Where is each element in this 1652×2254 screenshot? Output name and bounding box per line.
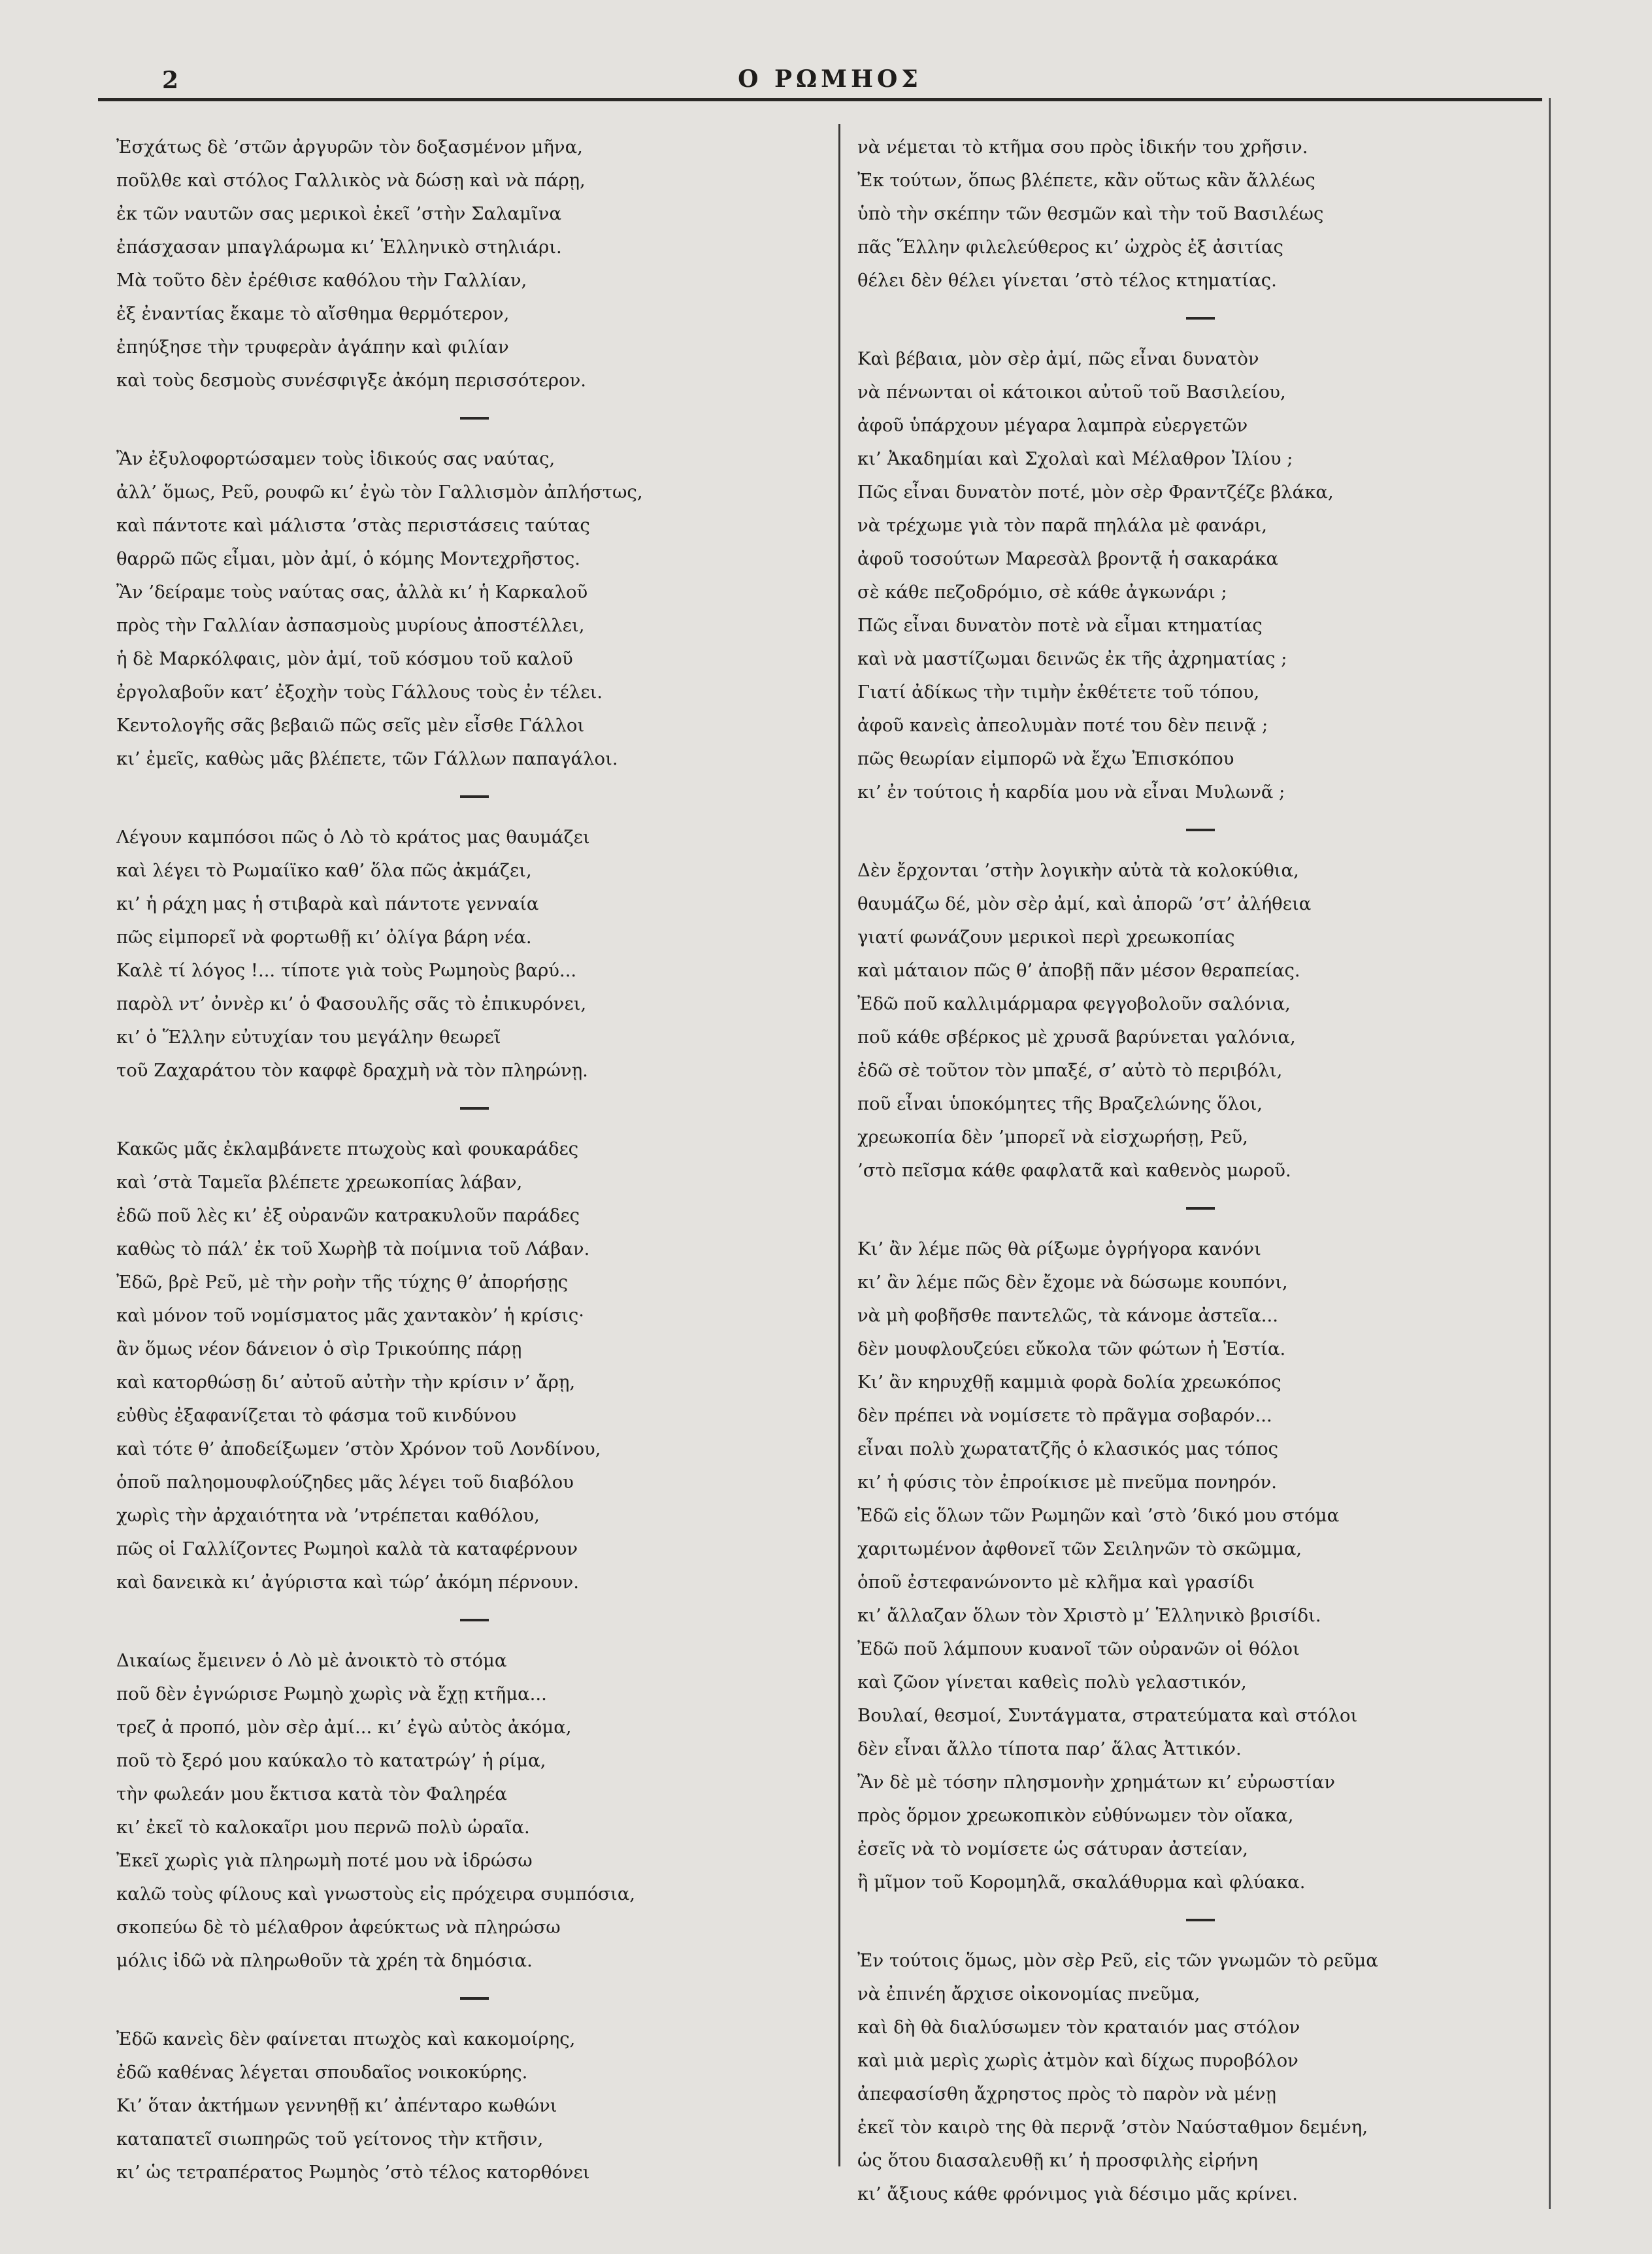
verse-line: θέλει δὲν θέλει γίνεται ’στὸ τέλος κτηματίας. bbox=[857, 270, 1277, 291]
verse-line: ποῦ εἶναι ὑποκόμητες τῆς Βραζελώνης ὅλοι, bbox=[857, 1093, 1263, 1114]
verse-line: Ἐσχάτως δὲ ’στῶν ἀργυρῶν τὸν δοξασμένον μῆνα, bbox=[116, 137, 583, 157]
verse-line: χαριτωμένον ἀφθονεῖ τῶν Σειληνῶν τὸ σκῶμμα, bbox=[857, 1538, 1302, 1559]
verse-line: Ἐκ τούτων, ὅπως βλέπετε, κἂν οὕτως κἂν ἄλλέως bbox=[857, 170, 1315, 191]
page-header bbox=[98, 60, 1562, 99]
verse-line: ἐκεῖ τὸν καιρὸ της θὰ περνᾷ ’στὸν Ναύσταθμον δεμένη, bbox=[857, 2117, 1368, 2138]
stanza-separator bbox=[460, 1997, 489, 2000]
page-number: 2 bbox=[162, 67, 179, 94]
verse-line: πῶς θεωρίαν εἰμπορῶ νὰ ἔχω Ἐπισκόπου bbox=[857, 748, 1234, 769]
stanza-separator bbox=[1186, 1207, 1215, 1210]
masthead: Ο ΡΩΜΗΟΣ bbox=[738, 65, 922, 93]
verse-line: καθὼς τὸ πάλ’ ἐκ τοῦ Χωρὴβ τὰ ποίμνια τοῦ Λάβαν. bbox=[116, 1238, 590, 1259]
verse-line: πρὸς τὴν Γαλλίαν ἀσπασμοὺς μυρίους ἀποστέλλει, bbox=[116, 615, 585, 636]
verse-line: Κι’ ὅταν ἀκτήμων γεννηθῇ κι’ ἀπένταρο κωθώνι bbox=[116, 2095, 557, 2116]
stanza bbox=[857, 1233, 1544, 1899]
verse-line: κι’ ὁ Ἕλλην εὐτυχίαν του μεγάλην θεωρεῖ bbox=[116, 1027, 501, 1048]
verse-line: καὶ πάντοτε καὶ μάλιστα ’στὰς περιστάσεις ταύτας bbox=[116, 515, 590, 536]
stanza bbox=[116, 1644, 832, 1978]
verse-line: καὶ τοὺς δεσμοὺς συνέσφιγξε ἀκόμη περισσότερον. bbox=[116, 370, 587, 391]
stanza-separator bbox=[460, 1619, 489, 1621]
stanza-separator bbox=[1186, 317, 1215, 320]
verse-line: Λέγουν καμπόσοι πῶς ὁ Λὸ τὸ κράτος μας θαυμάζει bbox=[116, 827, 590, 848]
stanza bbox=[116, 2023, 832, 2189]
verse-line: Ἂν δὲ μὲ τόσην πλησμονὴν χρημάτων κι’ εὐρωστίαν bbox=[857, 1772, 1335, 1793]
verse-line: κι’ ἐκεῖ τὸ καλοκαῖρι μου περνῶ πολὺ ὡραῖα. bbox=[116, 1817, 530, 1838]
verse-line: κι’ Ἀκαδημίαι καὶ Σχολαὶ καὶ Μέλαθρον Ἰλίου ; bbox=[857, 448, 1293, 469]
stanza bbox=[116, 1133, 832, 1599]
verse-line: Πῶς εἶναι δυνατὸν ποτέ, μὸν σὲρ Φραντζέζε βλάκα, bbox=[857, 482, 1334, 503]
verse-line: ἐσεῖς νὰ τὸ νομίσετε ὡς σάτυραν ἀστείαν, bbox=[857, 1838, 1249, 1859]
verse-line: δὲν εἶναι ἄλλο τίποτα παρ’ ἅλας Ἀττικόν. bbox=[857, 1738, 1242, 1759]
verse-line: ἐπάσχασαν μπαγλάρωμα κι’ Ἑλληνικὸ στηλιάρι. bbox=[116, 237, 562, 257]
stanza-separator bbox=[1186, 829, 1215, 831]
verse-line: Βουλαί, θεσμοί, Συντάγματα, στρατεύματα καὶ στόλοι bbox=[857, 1705, 1358, 1726]
verse-line: ’στὸ πεῖσμα κάθε φαφλατᾶ καὶ καθενὸς μωροῦ. bbox=[857, 1160, 1291, 1181]
verse-line: νὰ μὴ φοβῆσθε παντελῶς, τὰ κάνομε ἀστεῖα... bbox=[857, 1305, 1278, 1326]
verse-line: ποῦλθε καὶ στόλος Γαλλικὸς νὰ δώσῃ καὶ νὰ πάρῃ, bbox=[116, 170, 586, 191]
verse-line: καὶ δανεικὰ κι’ ἀγύριστα καὶ τώρ’ ἀκόμη πέρνουν. bbox=[116, 1572, 579, 1593]
verse-line: Ἐδῶ ποῦ λάμπουν κυανοῖ τῶν οὐρανῶν οἱ θόλοι bbox=[857, 1638, 1300, 1659]
verse-line: Κακῶς μᾶς ἐκλαμβάνετε πτωχοὺς καὶ φουκαράδες bbox=[116, 1138, 579, 1159]
verse-line: ὁποῦ παληομουφλούζηδες μᾶς λέγει τοῦ διαβόλου bbox=[116, 1472, 574, 1493]
verse-line: εὐθὺς ἐξαφανίζεται τὸ φάσμα τοῦ κινδύνου bbox=[116, 1405, 517, 1426]
verse-line: Ἂν ’δείραμε τοὺς ναύτας σας, ἀλλὰ κι’ ἡ Καρκαλοῦ bbox=[116, 582, 588, 603]
header-rule bbox=[98, 98, 1542, 101]
verse-line: καὶ κατορθώσῃ δι’ αὐτοῦ αὐτὴν τὴν κρίσιν ν’ ἄρῃ, bbox=[116, 1372, 576, 1393]
verse-line: ἐδῶ ποῦ λὲς κι’ ἐξ οὐρανῶν κατρακυλοῦν παράδες bbox=[116, 1205, 580, 1226]
verse-line: ἀφοῦ ὑπάρχουν μέγαρα λαμπρὰ εὐεργετῶν bbox=[857, 415, 1248, 436]
verse-line: ἀφοῦ τοσούτων Μαρεσὰλ βροντᾷ ἡ σακαράκα bbox=[857, 548, 1279, 569]
verse-line: νὰ τρέχωμε γιὰ τὸν παρᾶ πηλάλα μὲ φανάρι, bbox=[857, 515, 1267, 536]
stanza bbox=[857, 342, 1544, 809]
verse-line: ἐπηύξησε τὴν τρυφερὰν ἀγάπην καὶ φιλίαν bbox=[116, 337, 509, 357]
verse-line: εἶναι πολὺ χωρατατζῆς ὁ κλασικός μας τόπος bbox=[857, 1438, 1279, 1459]
verse-line: ἐξ ἐναντίας ἔκαμε τὸ αἴσθημα θερμότερον, bbox=[116, 303, 510, 324]
verse-line: καὶ μάταιον πῶς θ’ ἀποβῇ πᾶν μέσον θεραπείας. bbox=[857, 960, 1300, 981]
verse-line: ὁποῦ ἐστεφανώνοντο μὲ κλῆμα καὶ γρασίδι bbox=[857, 1572, 1255, 1593]
stanza-separator bbox=[460, 795, 489, 798]
verse-line: θαρρῶ πῶς εἶμαι, μὸν ἀμί, ὁ κόμης Μοντεχρῆστος. bbox=[116, 548, 581, 569]
stanza bbox=[116, 821, 832, 1087]
verse-line: τὴν φωλεάν μου ἔκτισα κατὰ τὸν Φαληρέα bbox=[116, 1783, 507, 1804]
verse-line: ποῦ κάθε σβέρκος μὲ χρυσᾶ βαρύνεται γαλόνια, bbox=[857, 1027, 1296, 1048]
verse-line: Ἐδῶ, βρὲ Ρεῦ, μὲ τὴν ροὴν τῆς τύχης θ’ ἀπορήσῃς bbox=[116, 1272, 569, 1293]
verse-line: Μὰ τοῦτο δὲν ἐρέθισε καθόλου τὴν Γαλλίαν, bbox=[116, 270, 527, 291]
left-column bbox=[116, 131, 832, 2189]
verse-line: Γιατί ἀδίκως τὴν τιμὴν ἐκθέτετε τοῦ τόπου, bbox=[857, 682, 1260, 703]
column-divider bbox=[838, 124, 840, 2166]
verse-line: ἀπεφασίσθη ἄχρηστος πρὸς τὸ παρὸν νὰ μένῃ bbox=[857, 2083, 1276, 2104]
verse-line: ἢ μῖμον τοῦ Κορομηλᾶ, σκαλάθυρμα καὶ φλύακα. bbox=[857, 1872, 1306, 1893]
verse-line: μόλις ἰδῶ νὰ πληρωθοῦν τὰ χρέη τὰ δημόσια. bbox=[116, 1950, 533, 1971]
stanza bbox=[116, 442, 832, 776]
verse-line: πῶς εἰμπορεῖ νὰ φορτωθῇ κι’ ὀλίγα βάρη νέα. bbox=[116, 927, 532, 948]
verse-line: κι’ ἄλλαζαν ὅλων τὸν Χριστὸ μ’ Ἑλληνικὸ βρισίδι. bbox=[857, 1605, 1321, 1626]
verse-line: σὲ κάθε πεζοδρόμιο, σὲ κάθε ἀγκωνάρι ; bbox=[857, 582, 1227, 603]
verse-line: ἂν ὅμως νέον δάνειον ὁ σὶρ Τρικούπης πάρῃ bbox=[116, 1338, 522, 1359]
verse-line: Κεντολογῆς σᾶς βεβαιῶ πῶς σεῖς μὲν εἶσθε Γάλλοι bbox=[116, 715, 585, 736]
verse-line: καλῶ τοὺς φίλους καὶ γνωστοὺς εἰς πρόχειρα συμπόσια, bbox=[116, 1883, 636, 1904]
verse-line: Ἐκεῖ χωρὶς γιὰ πληρωμὴ ποτέ μου νὰ ἱδρώσω bbox=[116, 1850, 533, 1871]
stanza bbox=[857, 131, 1544, 297]
verse-line: θαυμάζω δέ, μὸν σὲρ ἀμί, καὶ ἀπορῶ ’στ’ ἀλήθεια bbox=[857, 893, 1312, 914]
verse-line: κι’ ἂν λέμε πῶς δὲν ἔχομε νὰ δώσωμε κουπόνι, bbox=[857, 1272, 1288, 1293]
verse-line: καὶ νὰ μαστίζωμαι δεινῶς ἐκ τῆς ἀχρηματίας ; bbox=[857, 648, 1287, 669]
verse-line: Καλὲ τί λόγος !... τίποτε γιὰ τοὺς Ρωμηοὺς βαρύ... bbox=[116, 960, 577, 981]
verse-line: καὶ δὴ θὰ διαλύσωμεν τὸν κραταιόν μας στόλον bbox=[857, 2017, 1300, 2038]
verse-line: τρεζ ἀ προπό, μὸν σὲρ ἀμί... κι’ ἐγὼ αὐτὸς ἀκόμα, bbox=[116, 1717, 572, 1738]
verse-line: καταπατεῖ σιωπηρῶς τοῦ γείτονος τὴν κτῆσιν, bbox=[116, 2129, 544, 2149]
verse-line: κι’ ἡ φύσις τὸν ἐπροίκισε μὲ πνεῦμα πονηρόν. bbox=[857, 1472, 1277, 1493]
verse-line: Ἐδῶ κανεὶς δὲν φαίνεται πτωχὸς καὶ κακομοίρης, bbox=[116, 2029, 576, 2049]
stanza bbox=[116, 131, 832, 397]
verse-line: ἐδῶ σὲ τοῦτον τὸν μπαξέ, σ’ αὐτὸ τὸ περιβόλι, bbox=[857, 1060, 1283, 1081]
verse-line: Ἂν ἐξυλοφορτώσαμεν τοὺς ἰδικούς σας ναύτας, bbox=[116, 448, 555, 469]
verse-line: νὰ πένωνται οἱ κάτοικοι αὐτοῦ τοῦ Βασιλείου, bbox=[857, 382, 1286, 403]
verse-line: ἐργολαβοῦν κατ’ ἐξοχὴν τοὺς Γάλλους τοὺς ἐν τέλει. bbox=[116, 682, 603, 703]
verse-line: καὶ μόνον τοῦ νομίσματος μᾶς χαντακὸν’ ἡ κρίσις· bbox=[116, 1305, 585, 1326]
verse-line: κι’ ἐμεῖς, καθὼς μᾶς βλέπετε, τῶν Γάλλων παπαγάλοι. bbox=[116, 748, 618, 769]
stanza-separator bbox=[1186, 1919, 1215, 1921]
verse-line: ἐκ τῶν ναυτῶν σας μερικοὶ ἐκεῖ ’στὴν Σαλαμῖνα bbox=[116, 203, 562, 224]
verse-line: Καὶ βέβαια, μὸν σὲρ ἀμί, πῶς εἶναι δυνατὸν bbox=[857, 348, 1259, 369]
verse-line: κι’ ἡ ράχη μας ἡ στιβαρὰ καὶ πάντοτε γενναία bbox=[116, 893, 539, 914]
verse-line: ὡς ὅτου διασαλευθῇ κι’ ἡ προσφιλὴς εἰρήνη bbox=[857, 2150, 1258, 2171]
verse-line: νὰ νέμεται τὸ κτῆμα σου πρὸς ἰδικήν του χρῆσιν. bbox=[857, 137, 1308, 157]
verse-line: ἀφοῦ κανεὶς ἀπεολυμὰν ποτέ του δὲν πεινᾷ ; bbox=[857, 715, 1268, 736]
verse-line: Πῶς εἶναι δυνατὸν ποτὲ νὰ εἶμαι κτηματίας bbox=[857, 615, 1263, 636]
verse-line: καὶ λέγει τὸ Ρωμαίϊκο καθ’ ὅλα πῶς ἀκμάζει, bbox=[116, 860, 532, 881]
verse-line: καὶ τότε θ’ ἀποδείξωμεν ’στὸν Χρόνον τοῦ Λονδίνου, bbox=[116, 1438, 601, 1459]
verse-line: τοῦ Ζαχαράτου τὸν καφφὲ δραχμὴ νὰ τὸν πληρώνῃ. bbox=[116, 1060, 588, 1081]
verse-line: ποῦ δὲν ἐγνώρισε Ρωμηὸ χωρὶς νὰ ἔχῃ κτῆμα... bbox=[116, 1683, 547, 1704]
verse-line: Ἐδῶ εἰς ὅλων τῶν Ρωμηῶν καὶ ’στὸ ’δικό μου στόμα bbox=[857, 1505, 1340, 1526]
verse-line: δὲν μουφλουζεύει εὔκολα τῶν φώτων ἡ Ἑστία. bbox=[857, 1338, 1286, 1359]
right-column bbox=[857, 131, 1544, 2211]
verse-line: γιατί φωνάζουν μερικοὶ περὶ χρεωκοπίας bbox=[857, 927, 1235, 948]
verse-line: Ἐδῶ ποῦ καλλιμάρμαρα φεγγοβολοῦν σαλόνια, bbox=[857, 993, 1291, 1014]
verse-line: Δικαίως ἔμεινεν ὁ Λὸ μὲ ἀνοικτὸ τὸ στόμα bbox=[116, 1650, 507, 1671]
verse-line: ἐδῶ καθένας λέγεται σπουδαῖος νοικοκύρης. bbox=[116, 2062, 528, 2083]
verse-line: ἡ δὲ Μαρκόλφαις, μὸν ἀμί, τοῦ κόσμου τοῦ καλοῦ bbox=[116, 648, 573, 669]
verse-line: ἀλλ’ ὅμως, Ρεῦ, ρουφῶ κι’ ἐγὼ τὸν Γαλλισμὸν ἀπλήστως, bbox=[116, 482, 643, 503]
verse-line: σκοπεύω δὲ τὸ μέλαθρον ἀφεύκτως νὰ πληρώσω bbox=[116, 1917, 561, 1938]
verse-line: ποῦ τὸ ξερό μου καύκαλο τὸ κατατρώγ’ ἡ ρίμα, bbox=[116, 1750, 546, 1771]
verse-line: δὲν πρέπει νὰ νομίσετε τὸ πρᾶγμα σοβαρόν... bbox=[857, 1405, 1272, 1426]
stanza-separator bbox=[460, 1107, 489, 1110]
verse-line: Δὲν ἔρχονται ’στὴν λογικὴν αὐτὰ τὰ κολοκύθια, bbox=[857, 860, 1299, 881]
verse-line: ὑπὸ τὴν σκέπην τῶν θεσμῶν καὶ τὴν τοῦ Βασιλέως bbox=[857, 203, 1324, 224]
verse-line: πᾶς Ἕλλην φιλελεύθερος κι’ ὠχρὸς ἐξ ἀσιτίας bbox=[857, 237, 1283, 257]
verse-line: καὶ ζῶον γίνεται καθεὶς πολὺ γελαστικόν, bbox=[857, 1672, 1247, 1693]
verse-line: κι’ ὡς τετραπέρατος Ρωμηὸς ’στὸ τέλος κατορθόνει bbox=[116, 2162, 590, 2183]
verse-line: κι’ ἄξιους κάθε φρόνιμος γιὰ δέσιμο μᾶς κρίνει. bbox=[857, 2183, 1298, 2204]
verse-line: νὰ ἐπινέη ἄρχισε οἰκονομίας πνεῦμα, bbox=[857, 1983, 1200, 2004]
verse-line: Κι’ ἂν λέμε πῶς θὰ ρίξωμε ὀγρήγορα κανόνι bbox=[857, 1238, 1261, 1259]
verse-line: Κι’ ἂν κηρυχθῇ καμμιὰ φορὰ δολία χρεωκόπος bbox=[857, 1372, 1281, 1393]
verse-line: παρὸλ ντ’ ὀννὲρ κι’ ὁ Φασουλῆς σᾶς τὸ ἐπικυρόνει, bbox=[116, 993, 587, 1014]
page-edge-rule bbox=[1549, 98, 1551, 2209]
stanza bbox=[857, 854, 1544, 1187]
verse-line: πῶς οἱ Γαλλίζοντες Ρωμηοὶ καλὰ τὰ καταφέρνουν bbox=[116, 1538, 578, 1559]
verse-line: καὶ ’στὰ Ταμεῖα βλέπετε χρεωκοπίας λάβαν, bbox=[116, 1172, 523, 1193]
verse-line: πρὸς ὅρμον χρεωκοπικὸν εὐθύνωμεν τὸν οἴακα, bbox=[857, 1805, 1294, 1826]
verse-line: καὶ μιὰ μερὶς χωρὶς ἀτμὸν καὶ δίχως πυροβόλον bbox=[857, 2050, 1298, 2071]
verse-line: χωρὶς τὴν ἀρχαιότητα νὰ ’ντρέπεται καθόλου, bbox=[116, 1505, 540, 1526]
verse-line: κι’ ἐν τούτοις ἡ καρδία μου νὰ εἶναι Μυλωνᾶ ; bbox=[857, 782, 1285, 803]
verse-line: Ἐν τούτοις ὅμως, μὸν σὲρ Ρεῦ, εἰς τῶν γνωμῶν τὸ ρεῦμα bbox=[857, 1950, 1378, 1971]
stanza-separator bbox=[460, 417, 489, 420]
stanza bbox=[857, 1944, 1544, 2211]
verse-line: χρεωκοπία δὲν ’μπορεῖ νὰ εἰσχωρήσῃ, Ρεῦ, bbox=[857, 1127, 1248, 1148]
